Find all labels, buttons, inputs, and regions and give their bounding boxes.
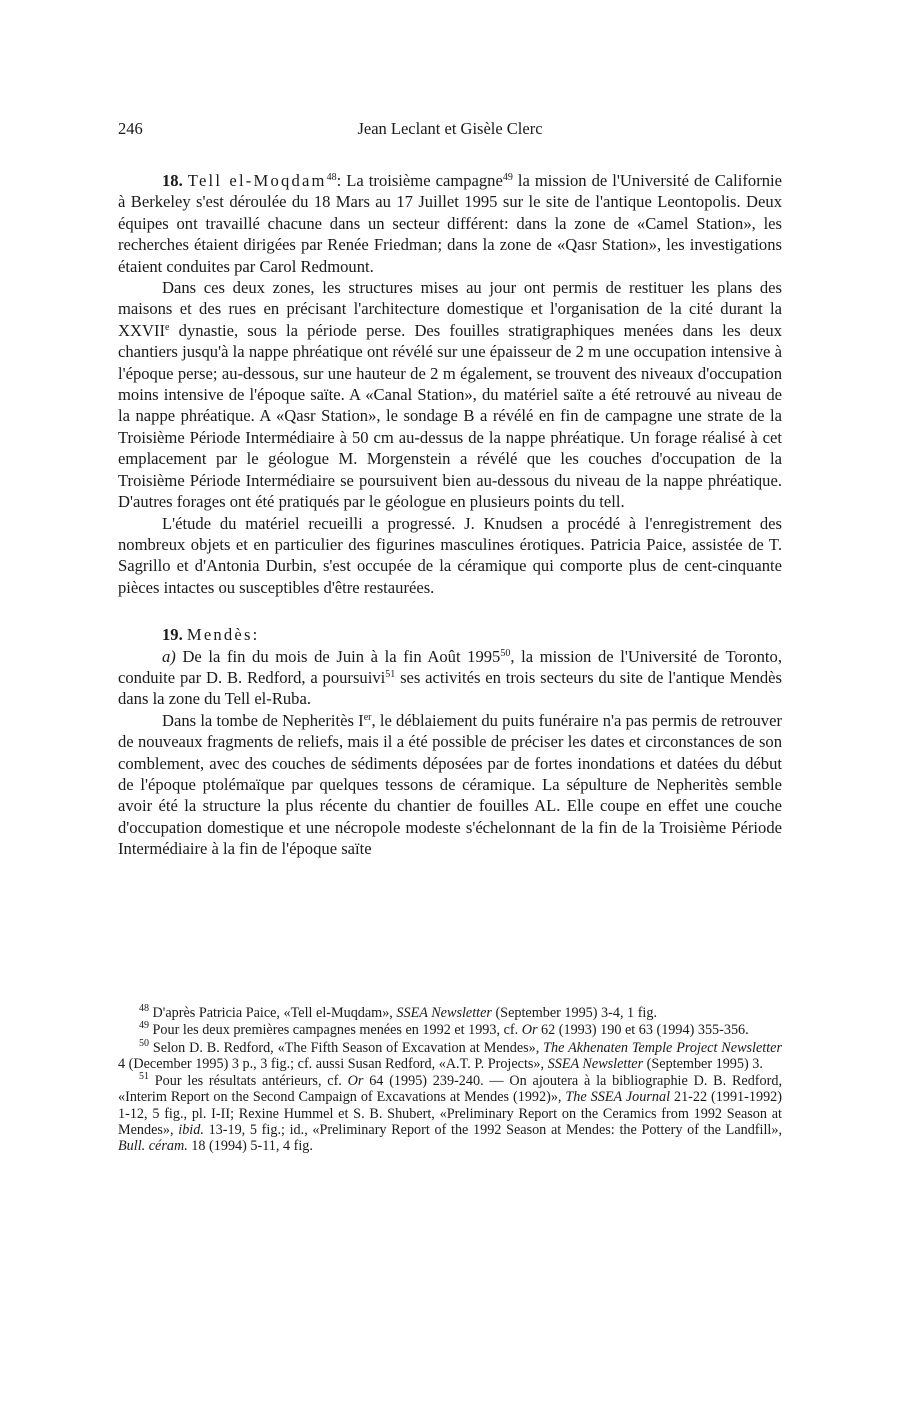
text-run: 21-22 (1991-1992) 1-12, 5 fig., pl. I-II; Rexine Hummel et S. B. Shubert, «Preliminary Report on the Ceramics from 1992 Season at Mendes», [118, 1089, 782, 1139]
footnote-51 [118, 1073, 782, 1154]
italic-title: Or [521, 1022, 538, 1039]
text-run: : La troisième campagne [336, 171, 503, 190]
text-run: la mission de l'Université de Californie à Berkeley s'est déroulée du 18 Mars au 17 Juillet 1995 sur le site de l'antique Leontopolis. Deux équipes ont travaillé chacune dans un secteur différent: dans la zone de «Camel Station», les recherches étaient dirigées par Renée Friedman; dans la zone de «Qasr Station», les investigations étaient conduites par Carol Redmount. [118, 171, 783, 276]
section-number: 19. [162, 625, 183, 645]
italic-title: The SSEA Journal [565, 1089, 671, 1106]
footnote-ref: 48 [326, 172, 337, 183]
section-19-paragraph-b [118, 710, 782, 860]
italic-title: Or [347, 1073, 364, 1090]
section-gap [118, 598, 782, 624]
running-head: Jean Leclant et Gisèle Clerc [357, 119, 543, 138]
section-18-paragraph-2 [118, 277, 782, 512]
text-run: Dans la tombe de Nepheritès I [162, 710, 364, 730]
footnote-50 [118, 1037, 782, 1073]
section-18-paragraph-3: L'étude du matériel recueilli a progressé. J. Knudsen a procédé à l'enregistrement des nombreux objets et en particulier des figurines masculines érotiques. Patricia Paice, assistée de T. Sagrillo et d'Antonia Durbin, s'est occupée de la céramique qui comporte plus de cent-cinquante pièces intactes ou susceptibles d'être restaurées. [118, 513, 782, 597]
section-number: 18. [162, 171, 183, 190]
section-title: Tell el-Moqdam [187, 171, 327, 190]
footnote-number: 48 [139, 1003, 149, 1014]
footnote-number: 50 [139, 1037, 149, 1049]
italic-title: ibid. [178, 1122, 204, 1139]
footnote-48 [118, 1005, 782, 1021]
section-19-paragraph-a [118, 646, 782, 710]
italic-title: SSEA Newsletter [396, 1005, 492, 1021]
text-run: dynastie, sous la période perse. Des fouilles stratigraphiques menées dans les deux chantiers jusqu'à la nappe phréatique ont révélé sur une épaisseur de 2 m une occupation intensive à l'époque perse; au-dessous, sur une hauteur de 2 m également, se trouvent des niveaux d'occupation moins intensive de l'époque saïte. A «Canal Station», du matériel saïte a été retrouvé au niveau de la nappe phréatique. A «Qasr Station», le sondage B a révélé en fin de campagne une strate de la Troisième Période Intermédiaire à 50 cm au-dessus de la nappe phréatique. Un forage réalisé à cet emplacement par le géologue M. Morgenstein a révélé que les couches d'occupation de la Troisième Période Intermédiaire se poursuivent bien au-dessous du niveau de la nappe phréatique. D'autres forages ont été pratiqués par le géologue en plusieurs points du tell. [118, 320, 782, 512]
text-run: 62 (1993) 190 et 63 (1994) 355-356. [537, 1022, 749, 1039]
italic-title: The Akhenaten Temple Project Newsletter [543, 1039, 782, 1056]
text-run: (September 1995) 3. [643, 1055, 763, 1072]
subsection-label: a) [162, 646, 176, 666]
text-run: Pour les deux premières campagnes menées en 1992 et 1993, cf. [149, 1022, 522, 1039]
italic-title: Bull. céram. [118, 1138, 188, 1155]
text-run: 18 (1994) 5-11, 4 fig. [187, 1138, 313, 1155]
text-run: Dans ces deux zones, les structures mises au jour ont permis de restituer les plans des maisons et des rues en précisant l'architecture domestique et l'organisation de la cité durant la XXVII [118, 278, 782, 340]
section-title: Mendès [186, 625, 253, 645]
italic-title: SSEA Newsletter [547, 1055, 644, 1072]
superscript: er [363, 711, 372, 723]
text-run: Selon D. B. Redford, «The Fifth Season of Excavation at Mendes», [149, 1039, 544, 1056]
text-run: De la fin du mois de Juin à la fin Août 1995 [175, 646, 501, 666]
text-run: , le déblaiement du puits funéraire n'a pas permis de retrouver de nouveaux fragments de reliefs, mais il a été possible de préciser les dates et circonstances de son comblement, avec des couches de sédiments déposées par de fortes inondations et datées du début de l'époque ptolémaïque par quelques tessons de céramique. La sépulture de Nepheritès semble avoir été la structure la plus récente du chantier de fouilles AL. Elle coupe en effet une couche d'occupation domestique et une nécropole modeste s'échelonnant de la fin de la Troisième Période Intermédiaire à la fin de l'époque saïte [118, 710, 782, 859]
section-18-paragraph-1 [118, 170, 782, 277]
text-run: (September 1995) 3-4, 1 fig. [491, 1005, 657, 1021]
text-run: Pour les résultats antérieurs, cf. [149, 1073, 348, 1090]
footnote-number: 49 [139, 1020, 149, 1032]
footnote-ref: 49 [502, 172, 513, 183]
superscript: e [165, 321, 170, 333]
text-run: 64 (1995) 239-240. — On ajoutera à la bibliographie D. B. Redford, «Interim Report on the Second Campaign of Excavations at Mendes (1992)», [118, 1073, 782, 1106]
text-run: ses activités en trois secteurs du site de l'antique Mendès dans la zone du Tell el-Ruba. [118, 667, 782, 709]
footnote-ref: 50 [500, 647, 511, 659]
footnote-49 [118, 1022, 782, 1038]
main-text [118, 170, 782, 860]
text-run: D'après Patricia Paice, «Tell el-Muqdam», [149, 1005, 397, 1021]
footnote-ref: 51 [385, 668, 396, 680]
footnote-number: 51 [139, 1071, 149, 1083]
section-19-heading [118, 624, 782, 645]
text-run: , la mission de l'Université de Toronto, conduite par D. B. Redford, a poursuivi [118, 646, 782, 687]
text-run: 4 (December 1995) 3 p., 3 fig.; cf. aussi Susan Redford, «A.T. P. Projects», [118, 1055, 548, 1072]
page-header [118, 119, 782, 141]
footnotes [118, 1005, 782, 1156]
text-run: 13-19, 5 fig.; id., «Preliminary Report of the 1992 Season at Mendes: the Pottery of the Landfill», [203, 1122, 782, 1139]
text-run: : [252, 625, 258, 645]
page-number: 246 [118, 119, 143, 138]
